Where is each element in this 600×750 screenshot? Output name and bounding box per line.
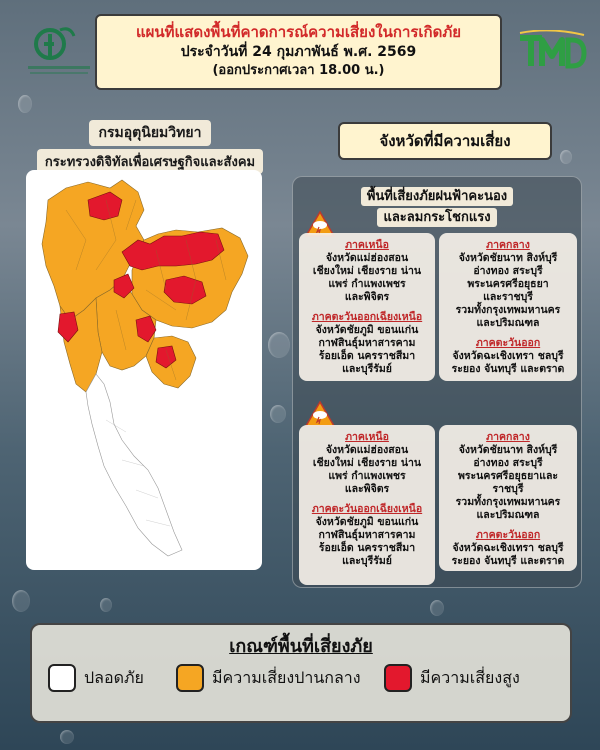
northeast-provinces-line: ร้อยเอ็ด นครราชสีมา [318,542,416,554]
legend-item-high [384,663,520,693]
legend-label: ปลอดภัย [84,667,144,687]
rain-drop [100,598,112,612]
agency-line-2: กระทรวงดิจิทัลเพื่อเศรษฐกิจและสังคม [37,149,263,174]
northeast-provinces-line: กาฬสินธุ์มหาสารคาม [318,529,416,541]
northeast-provinces-line: จังหวัดชัยภูมิ ขอนแก่น [315,516,419,528]
east-provinces-line: จังหวัดฉะเชิงเทรา ชลบุรี [452,350,564,362]
central-provinces-line: พระนครศรีอยุธยาและราชบุรี [457,470,559,495]
northeast-provinces-line: ร้อยเอ็ด นครราชสีมา [318,350,416,362]
northeast-provinces-line: กาฬสินธุ์มหาสารคาม [318,337,416,349]
central-provinces-line: พระนครศรีอยุธยา [467,278,549,290]
north-provinces-line: เชียงใหม่ เชียงราย น่าน [312,265,422,277]
map-region-south [86,374,182,556]
group1-right-card [439,233,577,381]
legend-label: มีความเสี่ยงสูง [420,667,520,687]
north-provinces-line: จังหวัดแม่ฮ่องสอน [325,444,409,456]
central-provinces-line: และปริมณฑล [476,509,540,521]
thailand-risk-map [26,170,262,570]
agency-label [20,120,280,174]
medium-risk-swatch [176,664,204,692]
thunderstorm-warning-icon [305,401,335,427]
east-provinces-line: จังหวัดฉะเชิงเทรา ชลบุรี [452,542,564,554]
north-provinces-line: แพร่ กำแพงเพชร [328,470,406,482]
group2-right-card [439,425,577,571]
east-provinces-line: ระยอง จันทบุรี และตราด [451,555,565,567]
northeast-provinces-line: และบุรีรัมย์ [342,555,392,567]
date-line: ประจำวันที่ 24 กุมภาพันธ์ พ.ศ. 2569 [180,44,417,60]
rain-drop [268,332,290,358]
central-provinces-line: และราชบุรี [483,291,533,303]
northeast-provinces-line: จังหวัดชัยภูมิ ขอนแก่น [315,324,419,336]
rain-drop [560,150,572,164]
north-provinces-line: และพิจิตร [344,483,390,495]
legend-item-medium [176,663,361,693]
page-title: แผนที่แสดงพื้นที่คาดการณ์ความเสี่ยงในการเกิดภัย [135,23,462,41]
rain-drop [18,95,32,113]
central-heading: ภาคกลาง [486,431,530,443]
panel-header [293,185,581,227]
central-provinces-line: จังหวัดชัยนาท สิงห์บุรี [458,252,558,264]
rain-drop [12,590,30,612]
safe-swatch [48,664,76,692]
rain-drop [430,600,444,616]
risk-panel [292,176,582,588]
east-heading: ภาคตะวันออก [475,529,541,541]
panel-title-line-2: และลมกระโชกแรง [377,208,496,227]
central-provinces-line: และปริมณฑล [476,317,540,329]
northeast-provinces-line: และบุรีรัมย์ [342,363,392,375]
north-provinces-line: และพิจิตร [344,291,390,303]
east-provinces-line: ระยอง จันทบุรี และตราด [451,363,565,375]
header-banner [95,14,502,90]
risk-section-title: จังหวัดที่มีความเสี่ยง [338,122,552,160]
group1-left-card [299,233,435,381]
central-provinces-line: รวมทั้งกรุงเทพมหานคร [455,496,561,508]
agency-line-1: กรมอุตุนิยมวิทยา [89,120,212,146]
group2-left-card [299,425,435,585]
central-provinces-line: อ่างทอง สระบุรี [473,265,543,277]
central-provinces-line: จังหวัดชัยนาท สิงห์บุรี [458,444,558,456]
tmd-logo [516,30,588,72]
northeast-heading: ภาคตะวันออกเฉียงเหนือ [311,311,423,323]
northeast-heading: ภาคตะวันออกเฉียงเหนือ [311,503,423,515]
legend-item-safe [48,663,144,693]
panel-title-line-1: พื้นที่เสี่ยงภัยฝนฟ้าคะนอง [361,187,513,206]
north-provinces-line: แพร่ กำแพงเพชร [328,278,406,290]
high-risk-swatch [384,664,412,692]
risk-legend [30,623,572,723]
north-provinces-line: จังหวัดแม่ฮ่องสอน [325,252,409,264]
rain-drop [60,730,74,744]
ministry-logo [24,20,94,80]
rain-drop [270,405,286,423]
central-provinces-line: อ่างทอง สระบุรี [473,457,543,469]
north-provinces-line: เชียงใหม่ เชียงราย น่าน [312,457,422,469]
north-heading: ภาคเหนือ [345,431,389,443]
east-heading: ภาคตะวันออก [475,337,541,349]
central-heading: ภาคกลาง [486,239,530,251]
legend-title: เกณฑ์พื้นที่เสี่ยงภัย [229,636,373,657]
issue-time: (ออกประกาศเวลา 18.00 น.) [212,63,385,78]
north-heading: ภาคเหนือ [345,239,389,251]
central-provinces-line: รวมทั้งกรุงเทพมหานคร [455,304,561,316]
legend-label: มีความเสี่ยงปานกลาง [212,667,361,687]
